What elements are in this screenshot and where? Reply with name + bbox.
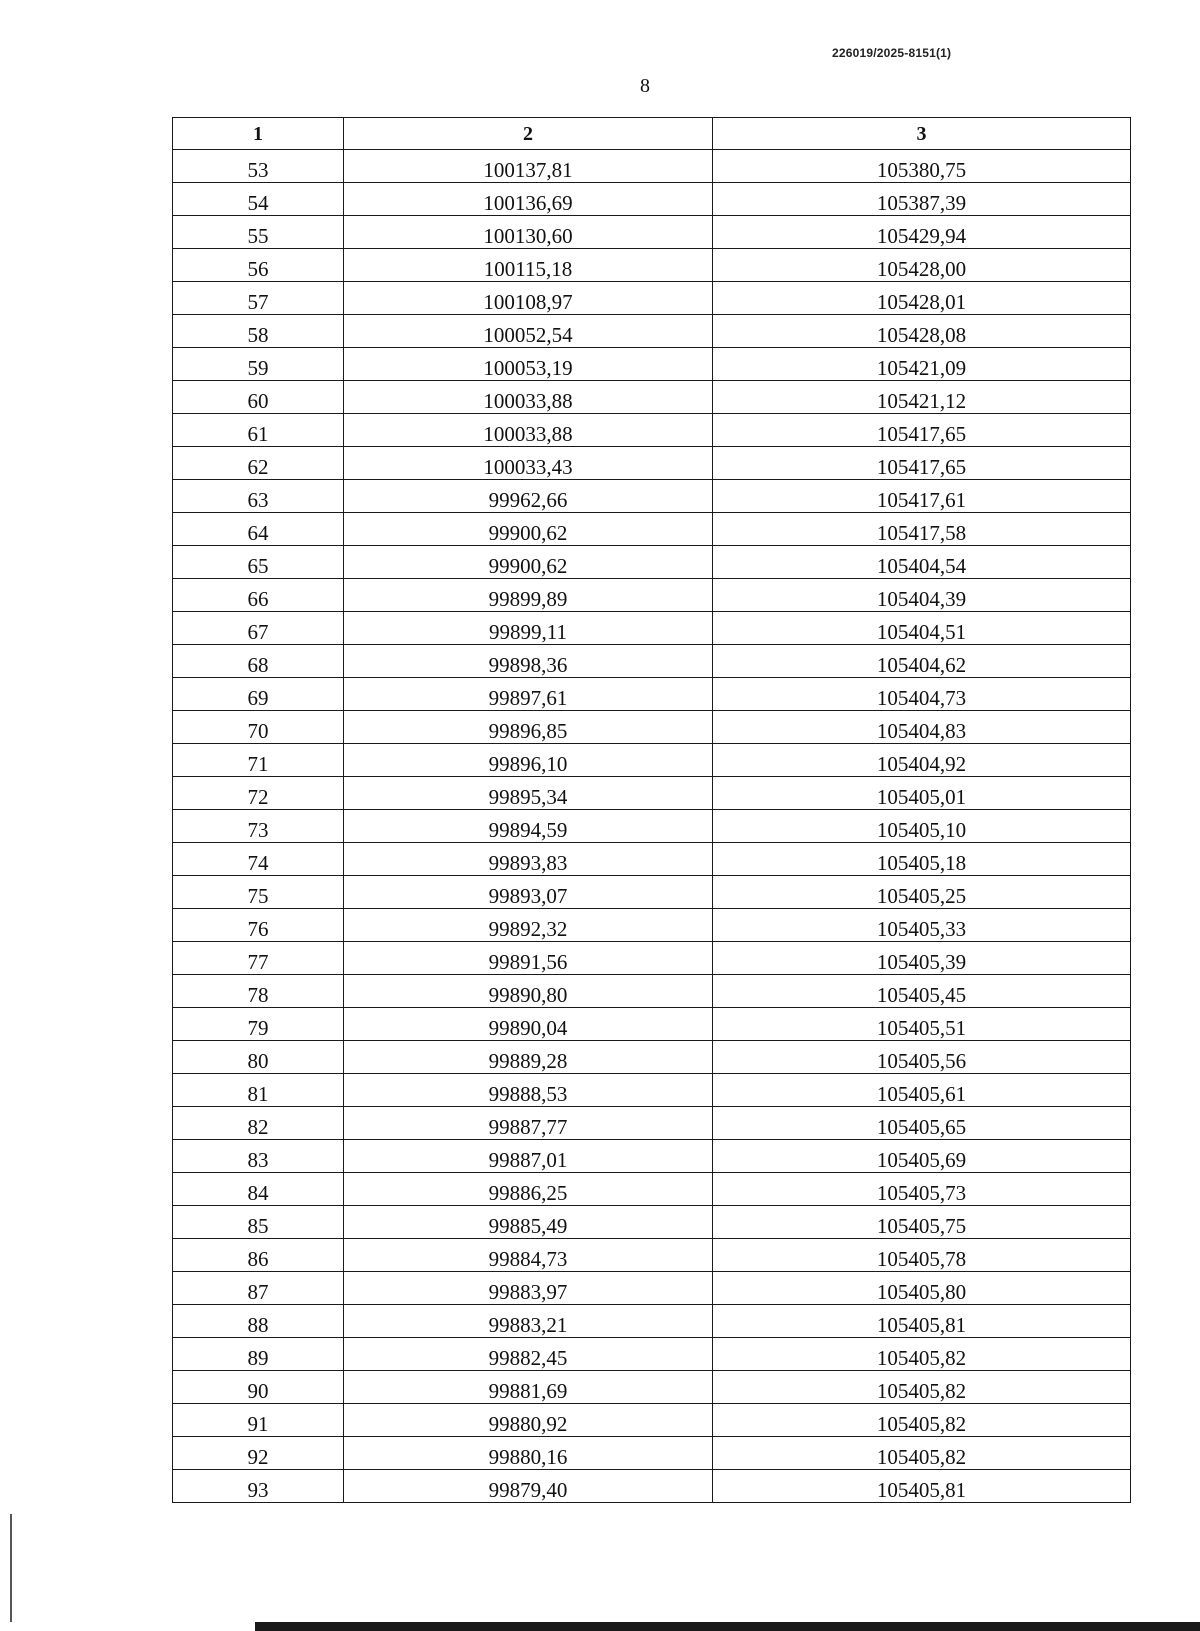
coordinate-x-cell: 99891,56 [344, 942, 713, 975]
table-row [173, 1437, 1131, 1470]
coordinate-y-cell: 105417,65 [713, 447, 1131, 480]
point-number-cell: 70 [173, 711, 344, 744]
point-number-cell: 61 [173, 414, 344, 447]
coordinate-y-cell: 105404,92 [713, 744, 1131, 777]
coordinate-x-cell: 99899,89 [344, 579, 713, 612]
point-number-cell: 64 [173, 513, 344, 546]
coordinate-x-cell: 99893,07 [344, 876, 713, 909]
coordinate-y-cell: 105405,75 [713, 1206, 1131, 1239]
coordinate-y-cell: 105405,80 [713, 1272, 1131, 1305]
table-row [173, 876, 1131, 909]
coordinate-x-cell: 100052,54 [344, 315, 713, 348]
coordinate-x-cell: 99883,21 [344, 1305, 713, 1338]
coordinate-y-cell: 105428,01 [713, 282, 1131, 315]
coordinate-x-cell: 100115,18 [344, 249, 713, 282]
coordinate-x-cell: 99892,32 [344, 909, 713, 942]
table-row [173, 909, 1131, 942]
point-number-cell: 88 [173, 1305, 344, 1338]
coordinate-y-cell: 105405,73 [713, 1173, 1131, 1206]
point-number-cell: 86 [173, 1239, 344, 1272]
table-row [173, 216, 1131, 249]
coordinate-y-cell: 105404,62 [713, 645, 1131, 678]
table-row [173, 282, 1131, 315]
table-header [173, 118, 1131, 150]
table-row [173, 381, 1131, 414]
point-number-cell: 66 [173, 579, 344, 612]
point-number-cell: 76 [173, 909, 344, 942]
coordinate-x-cell: 99895,34 [344, 777, 713, 810]
coordinate-x-cell: 99883,97 [344, 1272, 713, 1305]
coordinate-y-cell: 105404,51 [713, 612, 1131, 645]
point-number-cell: 57 [173, 282, 344, 315]
table-row [173, 447, 1131, 480]
coordinate-y-cell: 105405,61 [713, 1074, 1131, 1107]
point-number-cell: 89 [173, 1338, 344, 1371]
point-number-cell: 90 [173, 1371, 344, 1404]
table-row [173, 183, 1131, 216]
coordinate-x-cell: 99881,69 [344, 1371, 713, 1404]
coordinate-y-cell: 105405,01 [713, 777, 1131, 810]
point-number-cell: 67 [173, 612, 344, 645]
coordinates-table [172, 117, 1131, 1503]
coordinate-x-cell: 100137,81 [344, 150, 713, 183]
point-number-cell: 74 [173, 843, 344, 876]
coordinate-x-cell: 99897,61 [344, 678, 713, 711]
coordinate-x-cell: 100136,69 [344, 183, 713, 216]
table-row [173, 678, 1131, 711]
coordinate-x-cell: 99898,36 [344, 645, 713, 678]
column-header-2: 2 [344, 118, 713, 150]
coordinate-x-cell: 100033,88 [344, 414, 713, 447]
table-row [173, 414, 1131, 447]
point-number-cell: 83 [173, 1140, 344, 1173]
point-number-cell: 73 [173, 810, 344, 843]
table-row [173, 1074, 1131, 1107]
table-body [173, 150, 1131, 1503]
coordinate-x-cell: 99889,28 [344, 1041, 713, 1074]
header-row [173, 118, 1131, 150]
point-number-cell: 79 [173, 1008, 344, 1041]
coordinate-x-cell: 99896,85 [344, 711, 713, 744]
coordinate-x-cell: 100130,60 [344, 216, 713, 249]
coordinate-y-cell: 105405,56 [713, 1041, 1131, 1074]
table-row [173, 1239, 1131, 1272]
table-row [173, 975, 1131, 1008]
point-number-cell: 85 [173, 1206, 344, 1239]
scan-bottom-edge [255, 1622, 1200, 1631]
coordinate-x-cell: 99900,62 [344, 546, 713, 579]
scan-margin-mark [10, 1514, 12, 1622]
point-number-cell: 58 [173, 315, 344, 348]
coordinate-y-cell: 105405,69 [713, 1140, 1131, 1173]
point-number-cell: 65 [173, 546, 344, 579]
point-number-cell: 56 [173, 249, 344, 282]
column-header-3: 3 [713, 118, 1131, 150]
point-number-cell: 60 [173, 381, 344, 414]
coordinate-y-cell: 105380,75 [713, 150, 1131, 183]
table-row [173, 744, 1131, 777]
point-number-cell: 69 [173, 678, 344, 711]
point-number-cell: 71 [173, 744, 344, 777]
table-row [173, 1107, 1131, 1140]
coordinate-x-cell: 99882,45 [344, 1338, 713, 1371]
coordinate-y-cell: 105404,54 [713, 546, 1131, 579]
coordinate-x-cell: 99890,04 [344, 1008, 713, 1041]
coordinate-y-cell: 105387,39 [713, 183, 1131, 216]
coordinate-y-cell: 105405,18 [713, 843, 1131, 876]
coordinate-y-cell: 105405,45 [713, 975, 1131, 1008]
coordinate-y-cell: 105405,51 [713, 1008, 1131, 1041]
coordinate-y-cell: 105404,73 [713, 678, 1131, 711]
document-id: 226019/2025-8151(1) [832, 46, 952, 60]
table-row [173, 810, 1131, 843]
coordinate-x-cell: 99900,62 [344, 513, 713, 546]
coordinate-x-cell: 99890,80 [344, 975, 713, 1008]
table-row [173, 579, 1131, 612]
point-number-cell: 77 [173, 942, 344, 975]
coordinate-x-cell: 99884,73 [344, 1239, 713, 1272]
coordinate-y-cell: 105405,82 [713, 1338, 1131, 1371]
coordinate-x-cell: 100108,97 [344, 282, 713, 315]
table-row [173, 1305, 1131, 1338]
table-row [173, 1008, 1131, 1041]
coordinate-x-cell: 99887,77 [344, 1107, 713, 1140]
coordinate-x-cell: 99896,10 [344, 744, 713, 777]
table-row [173, 1272, 1131, 1305]
coordinate-x-cell: 100053,19 [344, 348, 713, 381]
point-number-cell: 75 [173, 876, 344, 909]
point-number-cell: 80 [173, 1041, 344, 1074]
coordinate-y-cell: 105405,82 [713, 1371, 1131, 1404]
point-number-cell: 55 [173, 216, 344, 249]
coordinate-y-cell: 105428,00 [713, 249, 1131, 282]
point-number-cell: 53 [173, 150, 344, 183]
point-number-cell: 68 [173, 645, 344, 678]
coordinate-y-cell: 105421,09 [713, 348, 1131, 381]
point-number-cell: 87 [173, 1272, 344, 1305]
coordinate-y-cell: 105405,78 [713, 1239, 1131, 1272]
point-number-cell: 78 [173, 975, 344, 1008]
table-row [173, 480, 1131, 513]
table-row [173, 942, 1131, 975]
coordinate-y-cell: 105417,61 [713, 480, 1131, 513]
coordinate-x-cell: 99962,66 [344, 480, 713, 513]
table-row [173, 1470, 1131, 1503]
coordinate-x-cell: 99880,16 [344, 1437, 713, 1470]
coordinate-y-cell: 105404,83 [713, 711, 1131, 744]
coordinate-y-cell: 105417,65 [713, 414, 1131, 447]
table-row [173, 1338, 1131, 1371]
coordinate-x-cell: 99888,53 [344, 1074, 713, 1107]
point-number-cell: 91 [173, 1404, 344, 1437]
table-row [173, 315, 1131, 348]
coordinate-x-cell: 99880,92 [344, 1404, 713, 1437]
table-row [173, 150, 1131, 183]
point-number-cell: 54 [173, 183, 344, 216]
coordinate-y-cell: 105428,08 [713, 315, 1131, 348]
point-number-cell: 72 [173, 777, 344, 810]
table-row [173, 1140, 1131, 1173]
point-number-cell: 63 [173, 480, 344, 513]
coordinate-y-cell: 105405,10 [713, 810, 1131, 843]
page-number: 8 [640, 75, 650, 97]
table-row [173, 513, 1131, 546]
table-row [173, 843, 1131, 876]
coordinate-y-cell: 105429,94 [713, 216, 1131, 249]
coordinate-x-cell: 100033,43 [344, 447, 713, 480]
point-number-cell: 92 [173, 1437, 344, 1470]
point-number-cell: 84 [173, 1173, 344, 1206]
coordinate-x-cell: 99894,59 [344, 810, 713, 843]
table-row [173, 249, 1131, 282]
table-row [173, 1371, 1131, 1404]
coordinate-y-cell: 105405,65 [713, 1107, 1131, 1140]
point-number-cell: 93 [173, 1470, 344, 1503]
coordinate-y-cell: 105405,39 [713, 942, 1131, 975]
coordinate-y-cell: 105421,12 [713, 381, 1131, 414]
point-number-cell: 62 [173, 447, 344, 480]
coordinate-y-cell: 105405,81 [713, 1305, 1131, 1338]
coordinate-x-cell: 100033,88 [344, 381, 713, 414]
column-header-1: 1 [173, 118, 344, 150]
coordinate-x-cell: 99879,40 [344, 1470, 713, 1503]
coordinate-y-cell: 105405,82 [713, 1404, 1131, 1437]
point-number-cell: 59 [173, 348, 344, 381]
table-row [173, 645, 1131, 678]
table-row [173, 612, 1131, 645]
table-row [173, 777, 1131, 810]
table-row [173, 348, 1131, 381]
point-number-cell: 82 [173, 1107, 344, 1140]
table-row [173, 711, 1131, 744]
table-row [173, 1404, 1131, 1437]
table-row [173, 1041, 1131, 1074]
coordinate-x-cell: 99886,25 [344, 1173, 713, 1206]
table-row [173, 1173, 1131, 1206]
coordinate-y-cell: 105405,81 [713, 1470, 1131, 1503]
coordinate-y-cell: 105405,33 [713, 909, 1131, 942]
coordinate-y-cell: 105417,58 [713, 513, 1131, 546]
coordinate-y-cell: 105405,25 [713, 876, 1131, 909]
coordinate-y-cell: 105404,39 [713, 579, 1131, 612]
coordinate-x-cell: 99887,01 [344, 1140, 713, 1173]
table-row [173, 546, 1131, 579]
coordinate-x-cell: 99885,49 [344, 1206, 713, 1239]
coordinate-x-cell: 99893,83 [344, 843, 713, 876]
point-number-cell: 81 [173, 1074, 344, 1107]
coordinate-y-cell: 105405,82 [713, 1437, 1131, 1470]
table-row [173, 1206, 1131, 1239]
coordinate-x-cell: 99899,11 [344, 612, 713, 645]
